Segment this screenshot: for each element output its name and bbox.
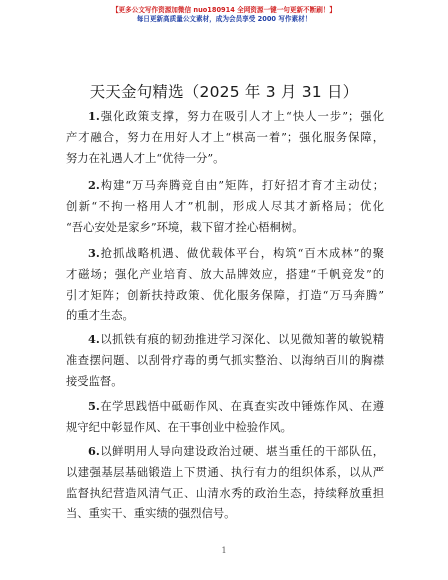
promo-banner	[0, 6, 448, 24]
paragraph-line: 4.以抓铁有痕的韧劲推进学习深化、以见微知著的敏锐精	[88, 332, 384, 346]
paragraph-line: 才磁场；强化产业培育、放大品牌效应，搭建“千帆竞发”的	[66, 267, 384, 281]
paragraph-2	[66, 175, 384, 238]
paragraph-number: 1.	[88, 109, 100, 123]
paragraph-line: 努力在礼遇人才上“优待一分”。	[66, 151, 225, 165]
promo-banner-line-2: 每日更新高质量公文素材，成为会员享受 2000 写作素材！	[136, 15, 312, 23]
paragraph-1	[66, 106, 384, 169]
paragraph-number: 3.	[88, 246, 100, 260]
paragraph-line: 1.强化政策支撑，努力在吸引人才上“快人一步”；强化	[88, 109, 384, 123]
paragraph-number: 5.	[88, 399, 100, 413]
paragraph-line: 5.在学思践悟中砥砺作风、在真查实改中锤炼作风、在遵	[88, 399, 384, 413]
paragraph-line: “吾心安处是家乡”环境，栽下留才拴心梧桐树。	[66, 220, 304, 234]
paragraph-line: 当、重实干、重实绩的强烈信号。	[66, 507, 236, 521]
paragraph-number: 2.	[88, 178, 100, 192]
paragraph-line: 6.以鲜明用人导向建设政治过硬、堪当重任的干部队伍，	[88, 444, 384, 458]
paragraph-6	[66, 441, 384, 525]
paragraph-line: 的重才生态。	[66, 309, 134, 323]
paragraph-4	[66, 329, 384, 392]
paragraph-3	[66, 243, 384, 327]
page-number: 1	[221, 546, 227, 555]
paragraph-line: 2.构建“万马奔腾竞自由”矩阵，打好招才育才主动仗；	[88, 178, 384, 192]
document-title: 天天金句精选（2025 年 3 月 31 日）	[89, 83, 359, 101]
paragraph-number: 4.	[88, 332, 100, 346]
paragraph-line: 准查摆问题、以刮骨疗毒的勇气抓实整治、以海纳百川的胸襟	[66, 353, 384, 367]
paragraph-line: 3.抢抓战略机遇、做优载体平台，构筑“百木成林”的聚	[88, 246, 384, 260]
paragraph-line: 规守纪中彰显作风、在干事创业中检验作风。	[66, 420, 292, 434]
paragraph-line: 引才矩阵；创新扶持政策、优化服务保障，打造“万马奔腾”	[66, 288, 384, 302]
paragraph-5	[66, 396, 384, 439]
paragraph-line: 接受监督。	[66, 374, 123, 388]
promo-banner-line-1: 【更多公文写作资源加微信 nuo180914 全网资源一键一句更新不断刷！】	[111, 6, 337, 14]
paragraph-number: 6.	[88, 444, 100, 458]
paragraph-line: 监督执纪营造风清气正、山清水秀的政治生态，持续释放重担	[66, 486, 384, 500]
paragraph-line: 以建强基层基础锻造上下贯通、执行有力的组织体系，以从严	[66, 465, 384, 479]
paragraph-line: 创新“不拘一格用人才”机制，形成人尽其才新格局；优化	[66, 199, 384, 213]
paragraph-line: 产才融合，努力在用好人才上“棋高一着”；强化服务保障，	[66, 130, 384, 144]
